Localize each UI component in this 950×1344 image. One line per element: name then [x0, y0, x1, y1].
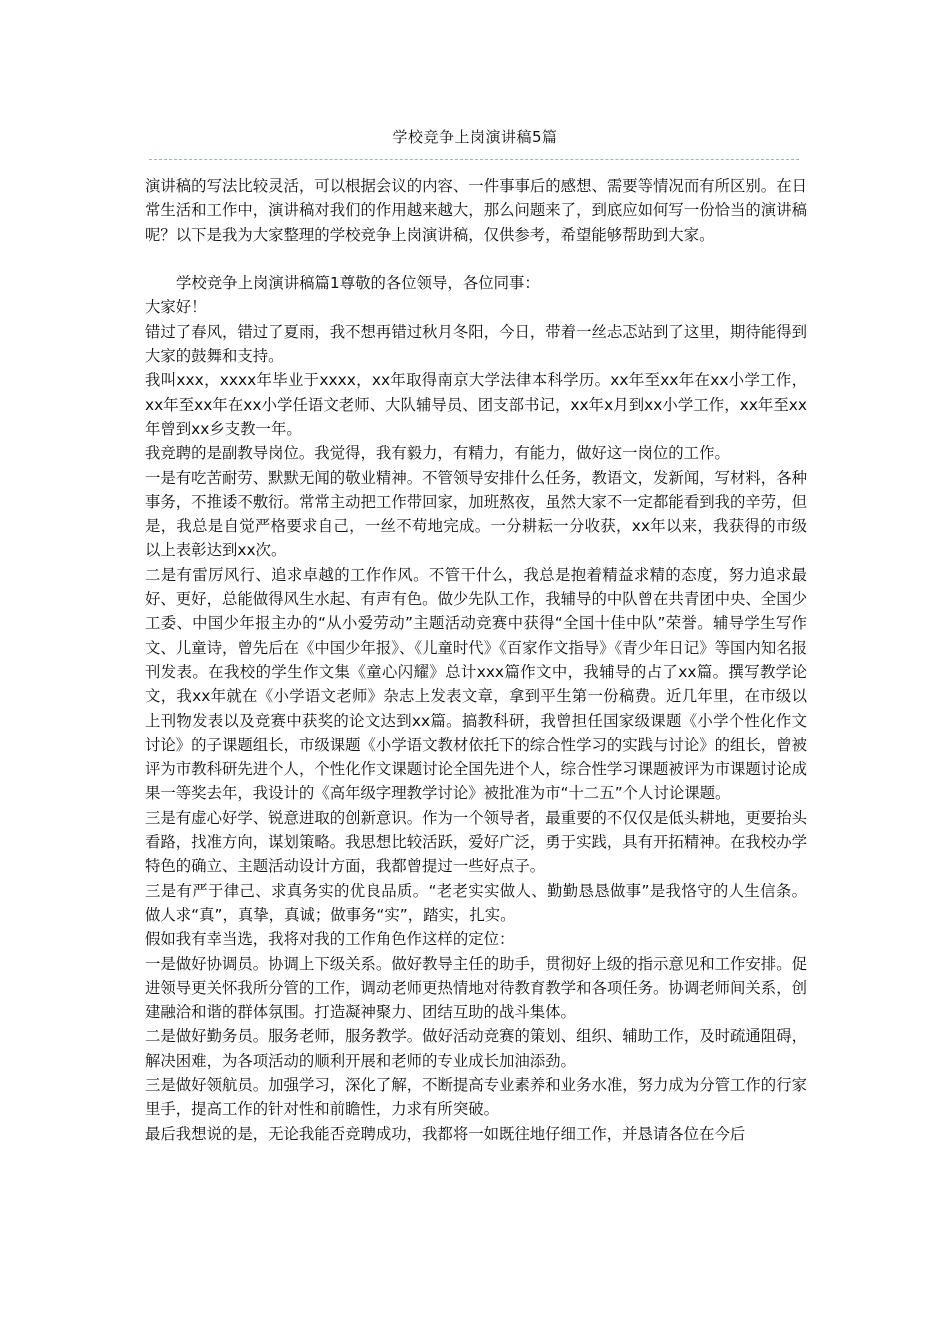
blank-line: [145, 247, 807, 271]
paragraph-section-heading: 学校竞争上岗演讲稿篇1尊敬的各位领导，各位同事：: [176, 274, 540, 293]
paragraph: 我叫xxx，xxxx年毕业于xxxx，xx年取得南京大学法律本科学历。xx年至xx年在xx小学工作，xx年至xx年在xx小学任语文老师、大队辅导员、团支部书记，xx年x月到xx小学工作，xx年至xx年曾到xx乡支教一年。: [145, 371, 807, 438]
paragraph: 二是做好勤务员。服务老师，服务教学。做好活动竞赛的策划、组织、辅助工作，及时疏通阻碍，解决困难，为各项活动的顺利开展和老师的专业成长加油添劲。: [145, 1027, 807, 1070]
paragraph-intro: 演讲稿的写法比较灵活，可以根据会议的内容、一件事事后的感想、需要等情况而有所区别。在日常生活和工作中，演讲稿对我们的作用越来越大，那么问题来了，到底应如何写一份恰当的演讲稿呢？以下是我为大家整理的学校竞争上岗演讲稿，仅供参考，希望能够帮助到大家。: [145, 177, 807, 244]
document-body: [145, 174, 807, 1146]
paragraph: 最后我想说的是，无论我能否竞聘成功，我都将一如既往地仔细工作，并恳请各位在今后: [145, 1124, 746, 1143]
paragraph: 假如我有幸当选，我将对我的工作角色作这样的定位：: [145, 930, 515, 949]
title-divider: [149, 159, 799, 160]
paragraph: 错过了春风，错过了夏雨，我不想再错过秋月冬阳，今日，带着一丝忐忑站到了这里，期待能得到大家的鼓舞和支持。: [145, 322, 807, 366]
paragraph: 三是有严于律己、求真务实的优良品质。“老老实实做人、勤勤恳恳做事”是我恪守的人生信条。做人求“真”，真挚，真诚；做事务“实”，踏实，扎实。: [145, 881, 807, 924]
paragraph: 一是做好协调员。协调上下级关系。做好教导主任的助手，贯彻好上级的指示意见和工作安排。促进领导更关怀我所分管的工作，调动老师更热情地对待教育教学和各项任务。协调老师间关系，创建融洽和谐的群体氛围。打造凝神聚力、团结互助的战斗集体。: [145, 954, 807, 1022]
paragraph: 三是有虚心好学、锐意进取的创新意识。作为一个领导者，最重要的不仅仅是低头耕地，更要抬头看路，找准方向，谋划策略。我思想比较活跃，爱好广泛，勇于实践，具有开拓精神。在我校办学特色的确立、主题活动设计方面，我都曾提过一些好点子。: [145, 808, 807, 876]
paragraph: 一是有吃苦耐劳、默默无闻的敬业精神。不管领导安排什么任务，教语文，发新闻，写材料，各种事务，不推诿不敷衍。常常主动把工作带回家，加班熬夜，虽然大家不一定都能看到我的辛劳，但是，我总是自觉严格要求自己，一丝不苟地完成。一分耕耘一分收获，xx年以来，我获得的市级以上表彰达到xx次。: [145, 468, 807, 560]
paragraph: 我竞聘的是副教导岗位。我觉得，我有毅力，有精力，有能力，做好这一岗位的工作。: [145, 444, 730, 463]
document-title: 学校竞争上岗演讲稿5篇: [392, 128, 558, 146]
paragraph: 三是做好领航员。加强学习，深化了解，不断提高专业素养和业务水准，努力成为分管工作的行家里手，提高工作的针对性和前瞻性，力求有所突破。: [145, 1075, 807, 1119]
paragraph-greeting: 大家好！: [145, 298, 207, 317]
paragraph: 二是有雷厉风行、追求卓越的工作作风。不管干什么，我总是抱着精益求精的态度，努力追求最好、更好，总能做得风生水起、有声有色。做少先队工作，我辅导的中队曾在共青团中央、全国少工委、中国少年报主办的“从小爱劳动”主题活动竞赛中获得“全国十佳中队”荣誉。辅导学生写作文、儿童诗，曾先后在《中国少年报》、《儿童时代》《百家作文指导》《青少年日记》等国内知名报刊发表。在我校的学生作文集《童心闪耀》总计xxx篇作文中，我辅导的占了xx篇。撰写教学论文，我xx年就在《小学语文老师》杂志上发表文章，拿到平生第一份稿费。近几年里，在市级以上刊物发表以及竞赛中获奖的论文达到xx篇。搞教科研，我曾担任国家级课题《小学个性化作文讨论》的子课题组长，市级课题《小学语文教材依托下的综合性学习的实践与讨论》的组长，曾被评为市教科研先进个人，个性化作文课题讨论全国先进个人，综合性学习课题被评为市课题讨论成果一等奖去年，我设计的《高年级字理教学讨论》被批准为市“十二五”个人讨论课题。: [145, 565, 807, 803]
